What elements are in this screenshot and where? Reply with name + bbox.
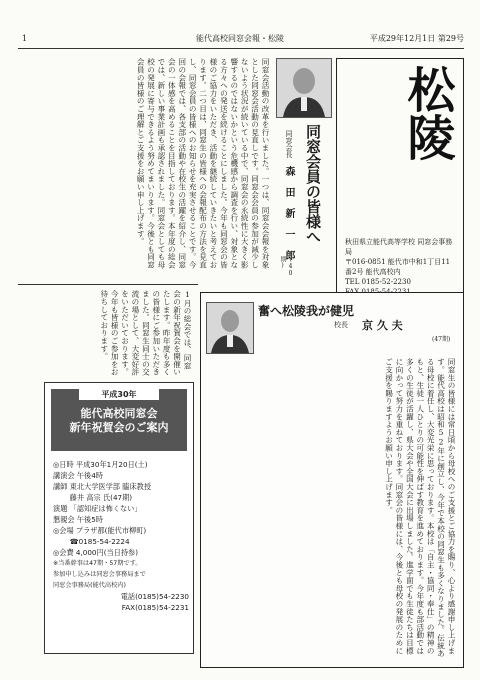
event-row: 電話(0185)54-2230: [120, 592, 189, 601]
event-row: 藤井 高宗 氏(47期): [53, 493, 133, 502]
event-row: 演題 「認知症は怖くない」: [53, 504, 142, 513]
event-row: 懇親会 午後5時: [53, 515, 103, 524]
masthead-title: 松陵: [399, 65, 455, 161]
page-number: 1: [22, 34, 28, 43]
event-row: ※当番幹事は47期・57期です。: [53, 560, 142, 567]
event-line1: 能代高校同窓会: [80, 407, 158, 420]
event-row: ◎会場 プラザ都(能代市柳町): [53, 526, 147, 535]
event-row: ☎0185-54-2224: [53, 537, 130, 546]
article2-body: 同窓生の皆様には常日頃から母校へのご支援とご協力を賜り、心より感謝申し上げます。能代高校は昭和52年に創立し、今年で本校の同窓生も多くなりました。伝統ある母校に着任し、大変光栄に思っております。本校は「自主・協同・奉仕」の精神のもと、生徒一人ひとりの可能性を伸ばす教育を進めております。今年度も部活動では多くの生徒が活躍し、県大会や全国大会に出場しました。進学面でも生徒たちは目標に向かって努力を重ねております。同窓会の皆様には、今後とも母校の発展のためにご支援を賜りますようお願い申し上げます。: [384, 358, 456, 658]
article1-role: 同窓会長: [285, 130, 293, 158]
masthead-publisher: 秋田県立能代高等学校 同窓会事務局: [345, 238, 453, 256]
article2-title: 奮へ松陵我が健児: [258, 304, 355, 318]
page-header: [18, 32, 464, 46]
event-row: 同窓会事務局(能代高校内): [53, 582, 126, 589]
article2-role: 校長: [334, 321, 348, 329]
issue-date: 平成29年12月1日 第29号: [369, 34, 464, 43]
publication-title: 能代高校同窓会報・松陵: [196, 34, 284, 43]
event-line2: 新年祝賀会のご案内: [69, 421, 169, 434]
event-year: 平成30年: [79, 389, 159, 400]
event-row: 講演会 午後4時: [53, 471, 103, 480]
article2-author-age: (47期): [432, 336, 451, 343]
article1-body: 同窓会活動の改革を行いました。一つは、同窓会会報を対象とした同窓会活動の見直しです。同窓会会員の参加が減少しないよう状況が続いている中で、同窓会の永続性に大きく影響するのではないかという危機感から調査を行い、対象となる方々への発送を続けることにしました。今年も同窓会の皆様のご協力をいただき、活動を継続していきたいと考えております。二つ目は、同窓生の皆様への会報配布の方法を見直し、同窓会員の皆様へのお知らせを充実させることです。今回の会報では、各支部の活動や在校生の活躍を紹介し、同窓会の一体感を高めることを目指しております。本年度の総会では、新しい事業計画も承認されました。同窓会としても母校の発展に寄与できるよう努めてまいります。今後とも同窓会員の皆様のご理解とご支援をお願い申し上げます。: [136, 58, 270, 269]
event-row: 講師 東北大学医学部 臨床教授: [53, 482, 152, 491]
header-rule: [18, 48, 464, 49]
divider-left: [18, 284, 198, 285]
article1-title: 同窓会員の皆様へ: [304, 124, 322, 244]
masthead-tel: TEL 0185-52-2230: [345, 278, 411, 286]
event-banner: [51, 389, 187, 451]
event-row: FAX(0185)54-2231: [121, 603, 189, 612]
masthead-address: 〒016-0851 能代市中和1丁目11番2号 能代高校内: [345, 258, 451, 276]
principal-photo: [206, 302, 254, 354]
event-details: [53, 459, 189, 613]
event-row: ◎会費 4,000円(当日持参): [53, 548, 139, 557]
event-row: 参加申し込みは同窓会事務局まで: [53, 571, 146, 578]
president-photo: [276, 58, 332, 118]
article1-author: 森 田 新 一 郎: [283, 166, 294, 260]
article1-body-cont: 1月の総会では、同窓会の新年祝賀会を開催いたします。昨年度も多くの皆様にご参加いただきました。同窓生同士の交流の場として、大変好評をいただいております。今年も皆様のご参加をお待ちしております。: [99, 290, 192, 376]
article2-author: 京 久 夫: [362, 319, 403, 332]
masthead: [336, 58, 464, 314]
new-year-event-box: [44, 382, 194, 654]
event-row: ◎日時 平成30年1月20日(土): [53, 460, 148, 469]
article1-author-age: (40期): [279, 256, 294, 277]
